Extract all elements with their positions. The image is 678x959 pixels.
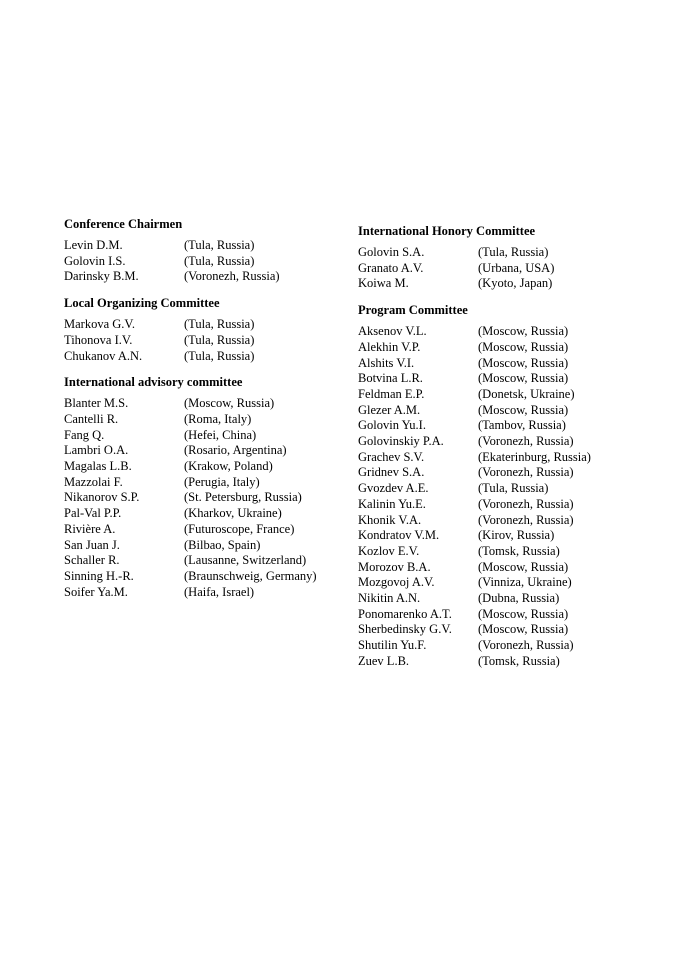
member-row bbox=[64, 569, 344, 585]
member-row bbox=[358, 497, 658, 513]
member-row bbox=[358, 575, 658, 591]
member-row bbox=[358, 560, 658, 576]
member-location: (Bilbao, Spain) bbox=[184, 537, 261, 552]
member-location: (Vinniza, Ukraine) bbox=[478, 575, 572, 590]
member-row bbox=[64, 490, 344, 506]
member-row bbox=[64, 317, 344, 333]
member-name: Golovin Yu.I. bbox=[358, 418, 426, 433]
member-name: Glezer A.M. bbox=[358, 402, 421, 417]
member-location: (Hefei, China) bbox=[184, 427, 257, 442]
member-location: (Voronezh, Russia) bbox=[184, 269, 280, 284]
member-row bbox=[64, 538, 344, 554]
member-location: (Tula, Russia) bbox=[478, 481, 549, 496]
member-row bbox=[358, 261, 658, 277]
member-location: (Voronezh, Russia) bbox=[478, 465, 574, 480]
section-title: Program Committee bbox=[358, 303, 468, 318]
member-row bbox=[358, 528, 658, 544]
member-location: (Krakow, Poland) bbox=[184, 459, 273, 474]
member-location: (Moscow, Russia) bbox=[478, 355, 569, 370]
member-name: Soifer Ya.M. bbox=[64, 584, 128, 599]
member-location: (Haifa, Israel) bbox=[184, 584, 255, 599]
member-row bbox=[64, 522, 344, 538]
member-row bbox=[358, 450, 658, 466]
member-row bbox=[64, 412, 344, 428]
member-location: (Kharkov, Ukraine) bbox=[184, 506, 282, 521]
member-name: Kondratov V.M. bbox=[358, 528, 440, 543]
member-name: Shutilin Yu.F. bbox=[358, 638, 427, 653]
member-location: (Rosario, Argentina) bbox=[184, 443, 287, 458]
member-location: (Moscow, Russia) bbox=[478, 606, 569, 621]
member-name: Lambri O.A. bbox=[64, 443, 129, 458]
member-location: (Voronezh, Russia) bbox=[478, 496, 574, 511]
member-row bbox=[358, 544, 658, 560]
member-location: (Braunschweig, Germany) bbox=[184, 568, 317, 583]
member-row bbox=[358, 513, 658, 529]
member-row bbox=[358, 607, 658, 623]
member-row bbox=[358, 245, 658, 261]
member-location: (Roma, Italy) bbox=[184, 411, 252, 426]
member-row bbox=[64, 396, 344, 412]
member-row bbox=[358, 324, 658, 340]
member-row bbox=[358, 434, 658, 450]
member-name: Aksenov V.L. bbox=[358, 324, 427, 339]
member-name: Botvina L.R. bbox=[358, 371, 423, 386]
member-name: Golovin I.S. bbox=[64, 253, 126, 268]
member-row bbox=[64, 254, 344, 270]
member-location: (Kirov, Russia) bbox=[478, 528, 555, 543]
member-location: (Tula, Russia) bbox=[184, 317, 255, 332]
member-row bbox=[64, 238, 344, 254]
member-location: (Moscow, Russia) bbox=[478, 402, 569, 417]
section-international-honory-committee bbox=[358, 223, 658, 292]
member-name: Alekhin V.P. bbox=[358, 339, 421, 354]
member-row bbox=[64, 333, 344, 349]
member-row bbox=[358, 403, 658, 419]
left-column bbox=[64, 216, 344, 610]
member-name: San Juan J. bbox=[64, 537, 120, 552]
section-title: Conference Chairmen bbox=[64, 217, 183, 231]
member-location: (Voronezh, Russia) bbox=[478, 512, 574, 527]
member-row bbox=[64, 443, 344, 459]
member-location: (Moscow, Russia) bbox=[478, 324, 569, 339]
member-location: (Tambov, Russia) bbox=[478, 418, 566, 433]
member-row bbox=[358, 418, 658, 434]
right-column bbox=[358, 223, 658, 680]
member-row bbox=[64, 349, 344, 365]
section-international-advisory-committee bbox=[64, 374, 344, 600]
member-row bbox=[358, 356, 658, 372]
member-location: (St. Petersburg, Russia) bbox=[184, 490, 302, 505]
member-name: Chukanov A.N. bbox=[64, 348, 143, 363]
member-row bbox=[64, 553, 344, 569]
member-location: (Ekaterinburg, Russia) bbox=[478, 449, 591, 464]
member-name: Sinning H.-R. bbox=[64, 568, 134, 583]
member-name: Granato A.V. bbox=[358, 260, 424, 275]
member-name: Fang Q. bbox=[64, 427, 105, 442]
member-location: (Perugia, Italy) bbox=[184, 474, 260, 489]
member-name: Golovinskiy P.A. bbox=[358, 434, 444, 449]
member-row bbox=[358, 654, 658, 670]
member-location: (Voronezh, Russia) bbox=[478, 638, 574, 653]
member-row bbox=[358, 591, 658, 607]
member-name: Kalinin Yu.E. bbox=[358, 496, 426, 511]
member-row bbox=[64, 506, 344, 522]
section-title: Local Organizing Committee bbox=[64, 296, 220, 311]
member-row bbox=[64, 459, 344, 475]
member-name: Schaller R. bbox=[64, 553, 120, 568]
member-location: (Tula, Russia) bbox=[184, 332, 255, 347]
member-name: Blanter M.S. bbox=[64, 396, 129, 411]
member-location: (Lausanne, Switzerland) bbox=[184, 553, 307, 568]
member-location: (Futuroscope, France) bbox=[184, 521, 295, 536]
section-title: International advisory committee bbox=[64, 375, 243, 390]
member-name: Ponomarenko A.T. bbox=[358, 606, 452, 621]
member-location: (Kyoto, Japan) bbox=[478, 276, 553, 291]
member-name: Sherbedinsky G.V. bbox=[358, 622, 452, 637]
member-row bbox=[64, 585, 344, 601]
member-name: Pal-Val P.P. bbox=[64, 506, 122, 521]
member-location: (Moscow, Russia) bbox=[478, 371, 569, 386]
member-location: (Moscow, Russia) bbox=[478, 622, 569, 637]
member-name: Koiwa M. bbox=[358, 276, 409, 291]
member-name: Magalas L.B. bbox=[64, 459, 132, 474]
member-location: (Tula, Russia) bbox=[184, 238, 255, 252]
member-location: (Voronezh, Russia) bbox=[478, 434, 574, 449]
member-row bbox=[358, 276, 658, 292]
member-name: Levin D.M. bbox=[64, 238, 123, 252]
member-name: Grachev S.V. bbox=[358, 449, 425, 464]
member-name: Golovin S.A. bbox=[358, 245, 425, 259]
member-row bbox=[358, 387, 658, 403]
member-name: Alshits V.I. bbox=[358, 355, 415, 370]
member-location: (Moscow, Russia) bbox=[478, 339, 569, 354]
member-location: (Tula, Russia) bbox=[184, 253, 255, 268]
member-name: Gvozdev A.E. bbox=[358, 481, 429, 496]
member-name: Rivière A. bbox=[64, 521, 116, 536]
section-local-organizing-committee bbox=[64, 295, 344, 364]
member-location: (Donetsk, Ukraine) bbox=[478, 386, 575, 401]
member-row bbox=[64, 428, 344, 444]
member-row bbox=[358, 465, 658, 481]
member-name: Zuev L.B. bbox=[358, 653, 410, 668]
member-name: Nikitin A.N. bbox=[358, 591, 421, 606]
member-name: Darinsky B.M. bbox=[64, 269, 139, 284]
member-name: Tihonova I.V. bbox=[64, 332, 133, 347]
member-name: Nikanorov S.P. bbox=[64, 490, 140, 505]
member-name: Feldman E.P. bbox=[358, 386, 425, 401]
member-row bbox=[358, 638, 658, 654]
member-name: Mazzolai F. bbox=[64, 474, 123, 489]
member-name: Gridnev S.A. bbox=[358, 465, 425, 480]
member-name: Morozov B.A. bbox=[358, 559, 431, 574]
section-title: International Honory Committee bbox=[358, 224, 536, 238]
member-name: Kozlov E.V. bbox=[358, 543, 420, 558]
member-location: (Tula, Russia) bbox=[478, 245, 549, 259]
member-row bbox=[64, 269, 344, 285]
member-location: (Tula, Russia) bbox=[184, 348, 255, 363]
member-row bbox=[358, 481, 658, 497]
member-location: (Moscow, Russia) bbox=[478, 559, 569, 574]
member-row bbox=[358, 340, 658, 356]
member-location: (Moscow, Russia) bbox=[184, 396, 275, 411]
member-location: (Urbana, USA) bbox=[478, 260, 555, 275]
member-name: Khonik V.A. bbox=[358, 512, 422, 527]
section-program-committee bbox=[358, 302, 658, 669]
section-conference-chairmen bbox=[64, 216, 344, 285]
member-location: (Dubna, Russia) bbox=[478, 591, 560, 606]
member-name: Mozgovoj A.V. bbox=[358, 575, 435, 590]
member-location: (Tomsk, Russia) bbox=[478, 543, 560, 558]
member-name: Markova G.V. bbox=[64, 317, 135, 332]
member-row bbox=[64, 475, 344, 491]
member-location: (Tomsk, Russia) bbox=[478, 653, 560, 668]
member-name: Cantelli R. bbox=[64, 411, 119, 426]
member-row bbox=[358, 371, 658, 387]
member-row bbox=[358, 622, 658, 638]
